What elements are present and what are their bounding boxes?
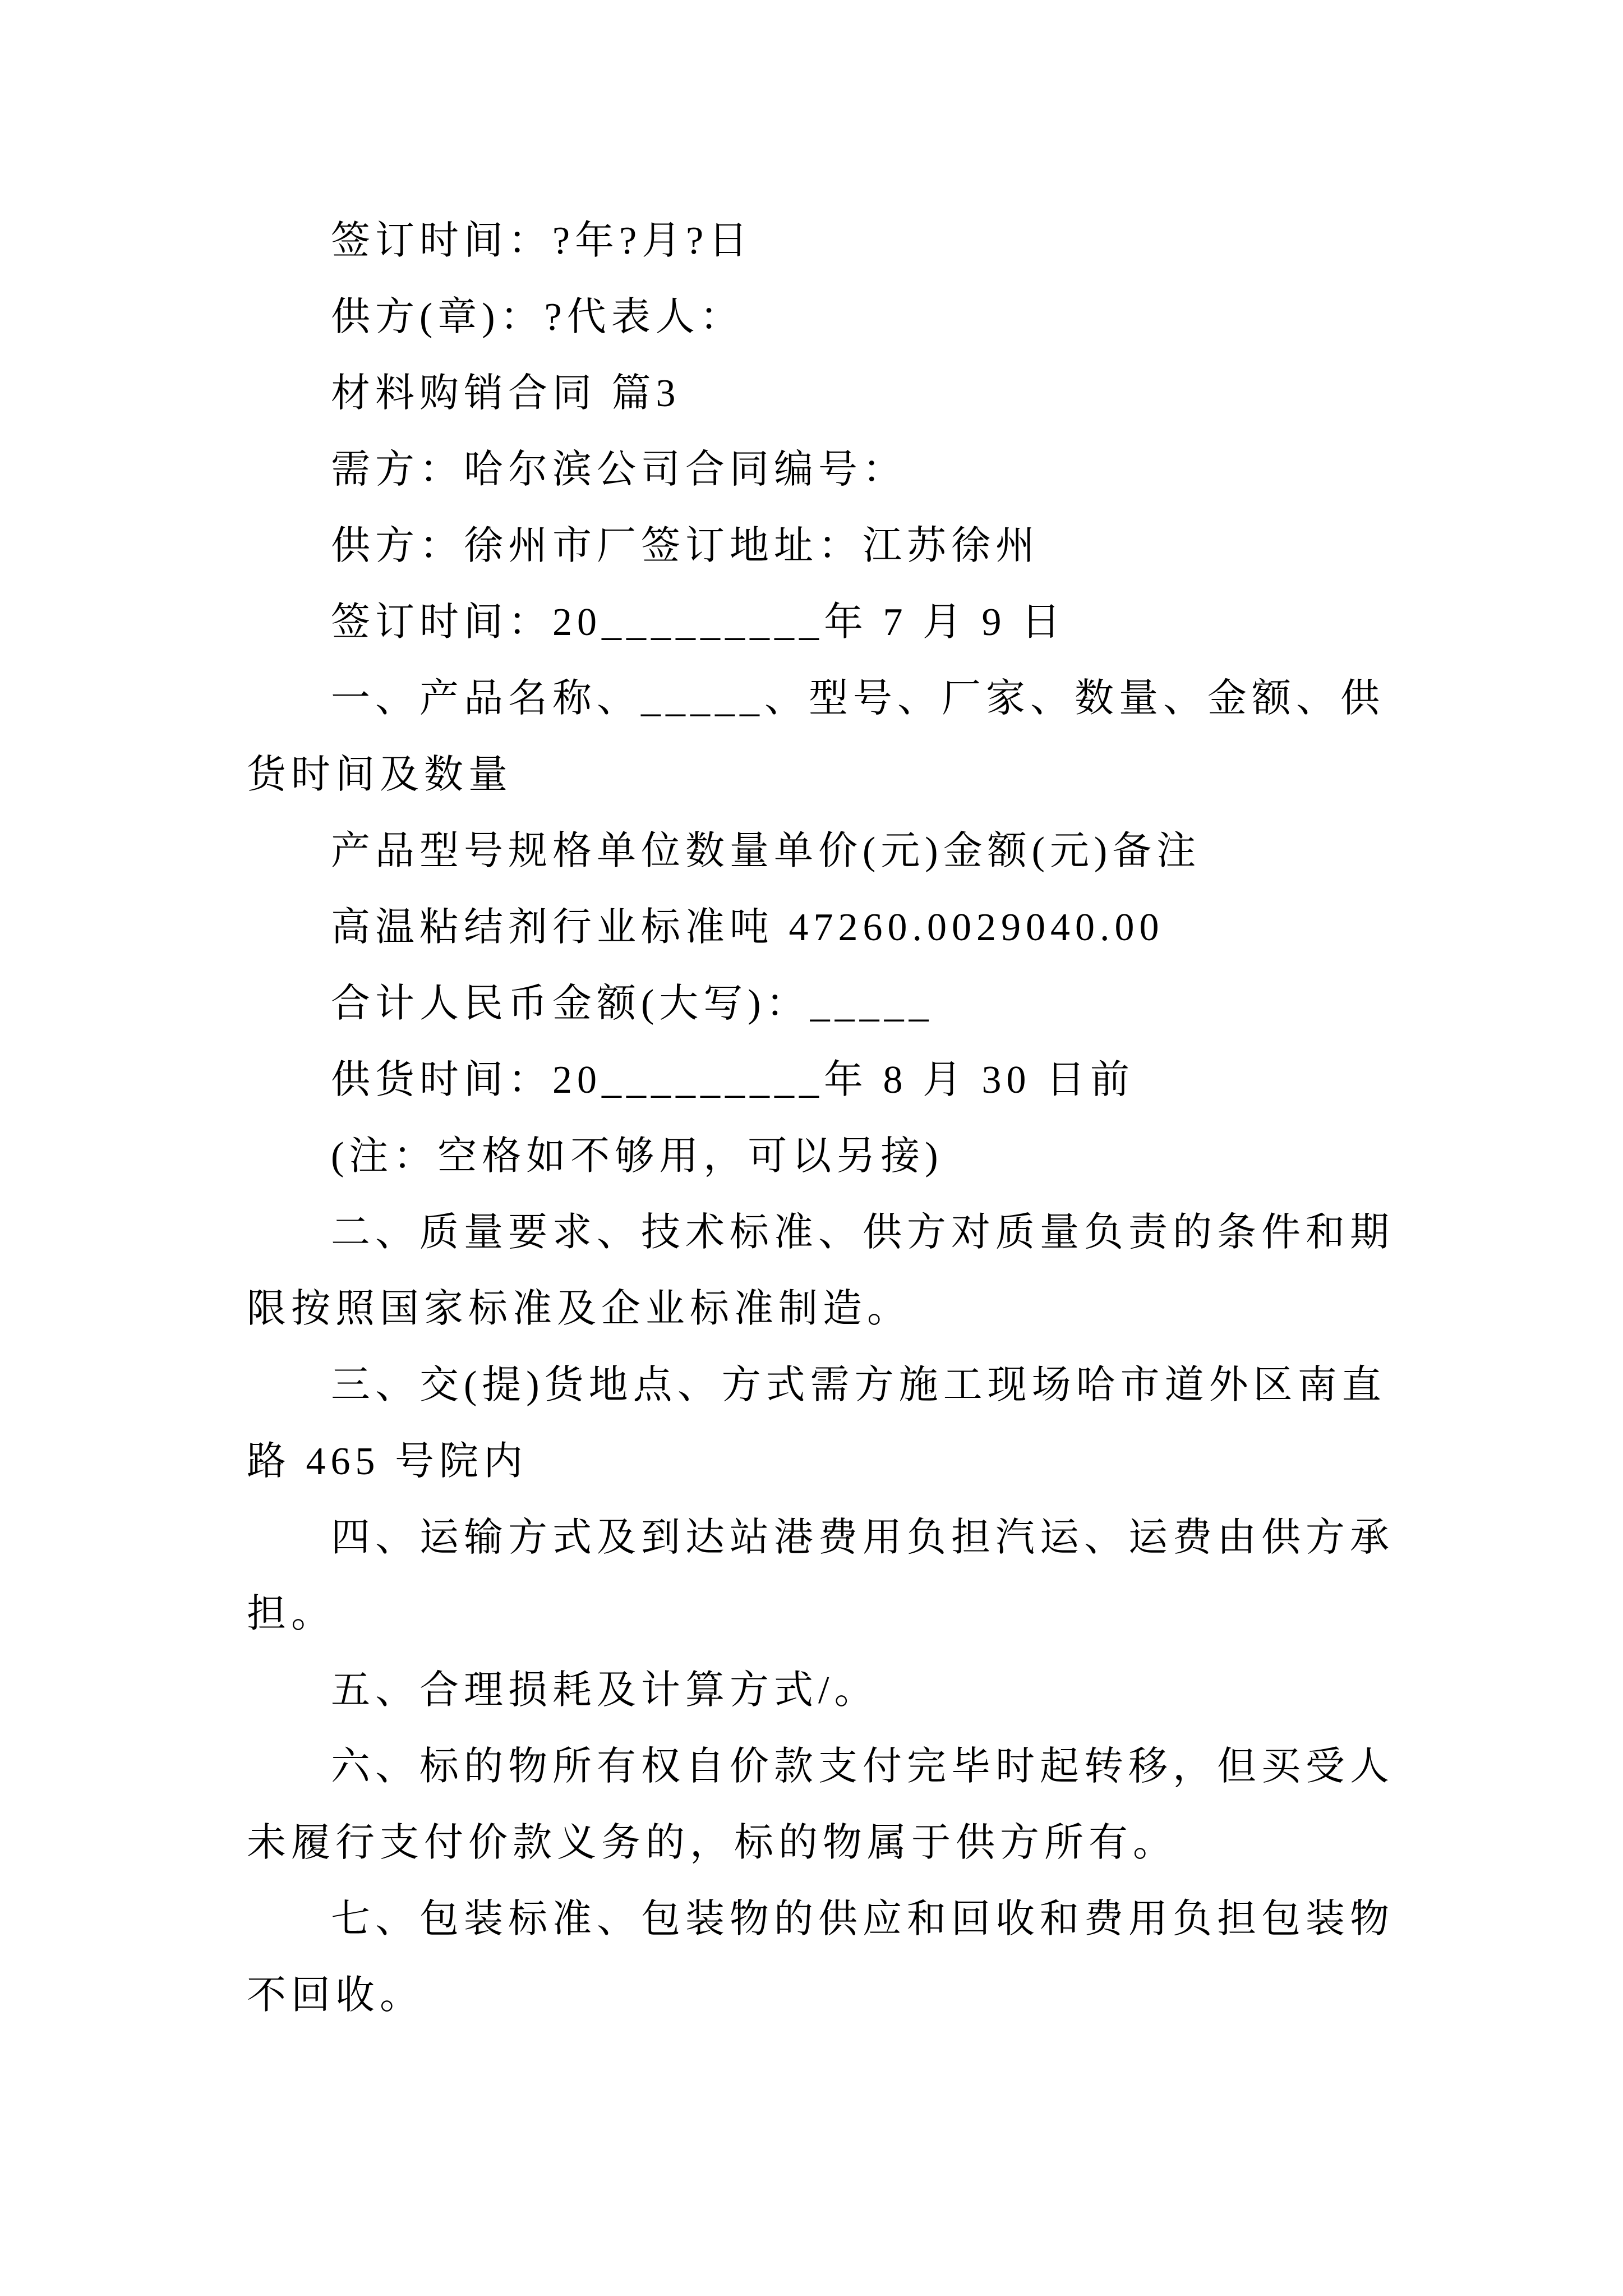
text-line: 供方：徐州市厂签订地址：江苏徐州 bbox=[331, 524, 1040, 568]
text-line: 供货时间：20_________年 8 月 30 日前 bbox=[331, 1059, 1135, 1102]
text-line: 签订时间：20_________年 7 月 9 日 bbox=[331, 601, 1066, 644]
text-line: 四、运输方式及到达站港费用负担汽运、运费由供方承 bbox=[331, 1516, 1394, 1559]
text-line: 限按照国家标准及企业标准制造。 bbox=[247, 1287, 911, 1331]
text-line: 五、合理损耗及计算方式/。 bbox=[331, 1669, 879, 1712]
text-line: 需方：哈尔滨公司合同编号： bbox=[331, 448, 907, 491]
text-line: (注：空格如不够用，可以另接) bbox=[331, 1135, 943, 1178]
text-line: 路 465 号院内 bbox=[247, 1440, 528, 1483]
text-line: 不回收。 bbox=[247, 1974, 424, 2017]
text-line: 高温粘结剂行业标准吨 47260.0029040.00 bbox=[331, 906, 1164, 949]
text-line: 产品型号规格单位数量单价(元)金额(元)备注 bbox=[331, 830, 1201, 873]
text-line: 合计人民币金额(大写)：_____ bbox=[331, 982, 934, 1025]
text-line: 七、包装标准、包装物的供应和回收和费用负担包装物 bbox=[331, 1898, 1394, 1941]
text-line: 未履行支付价款义务的，标的物属于供方所有。 bbox=[247, 1821, 1177, 1865]
text-line: 材料购销合同 篇3 bbox=[331, 372, 681, 415]
text-line: 签订时间：?年?月?日 bbox=[331, 219, 753, 263]
text-line: 一、产品名称、_____、型号、厂家、数量、金额、供 bbox=[331, 677, 1385, 720]
text-line: 货时间及数量 bbox=[247, 753, 513, 797]
text-line: 二、质量要求、技术标准、供方对质量负责的条件和期 bbox=[331, 1211, 1394, 1254]
text-line: 三、交(提)货地点、方式需方施工现场哈市道外区南直 bbox=[331, 1364, 1386, 1407]
text-line: 担。 bbox=[247, 1593, 335, 1636]
text-line: 六、标的物所有权自价款支付完毕时起转移，但买受人 bbox=[331, 1745, 1394, 1788]
text-line: 供方(章)：?代表人： bbox=[331, 296, 744, 339]
document-body bbox=[247, 203, 1453, 2034]
